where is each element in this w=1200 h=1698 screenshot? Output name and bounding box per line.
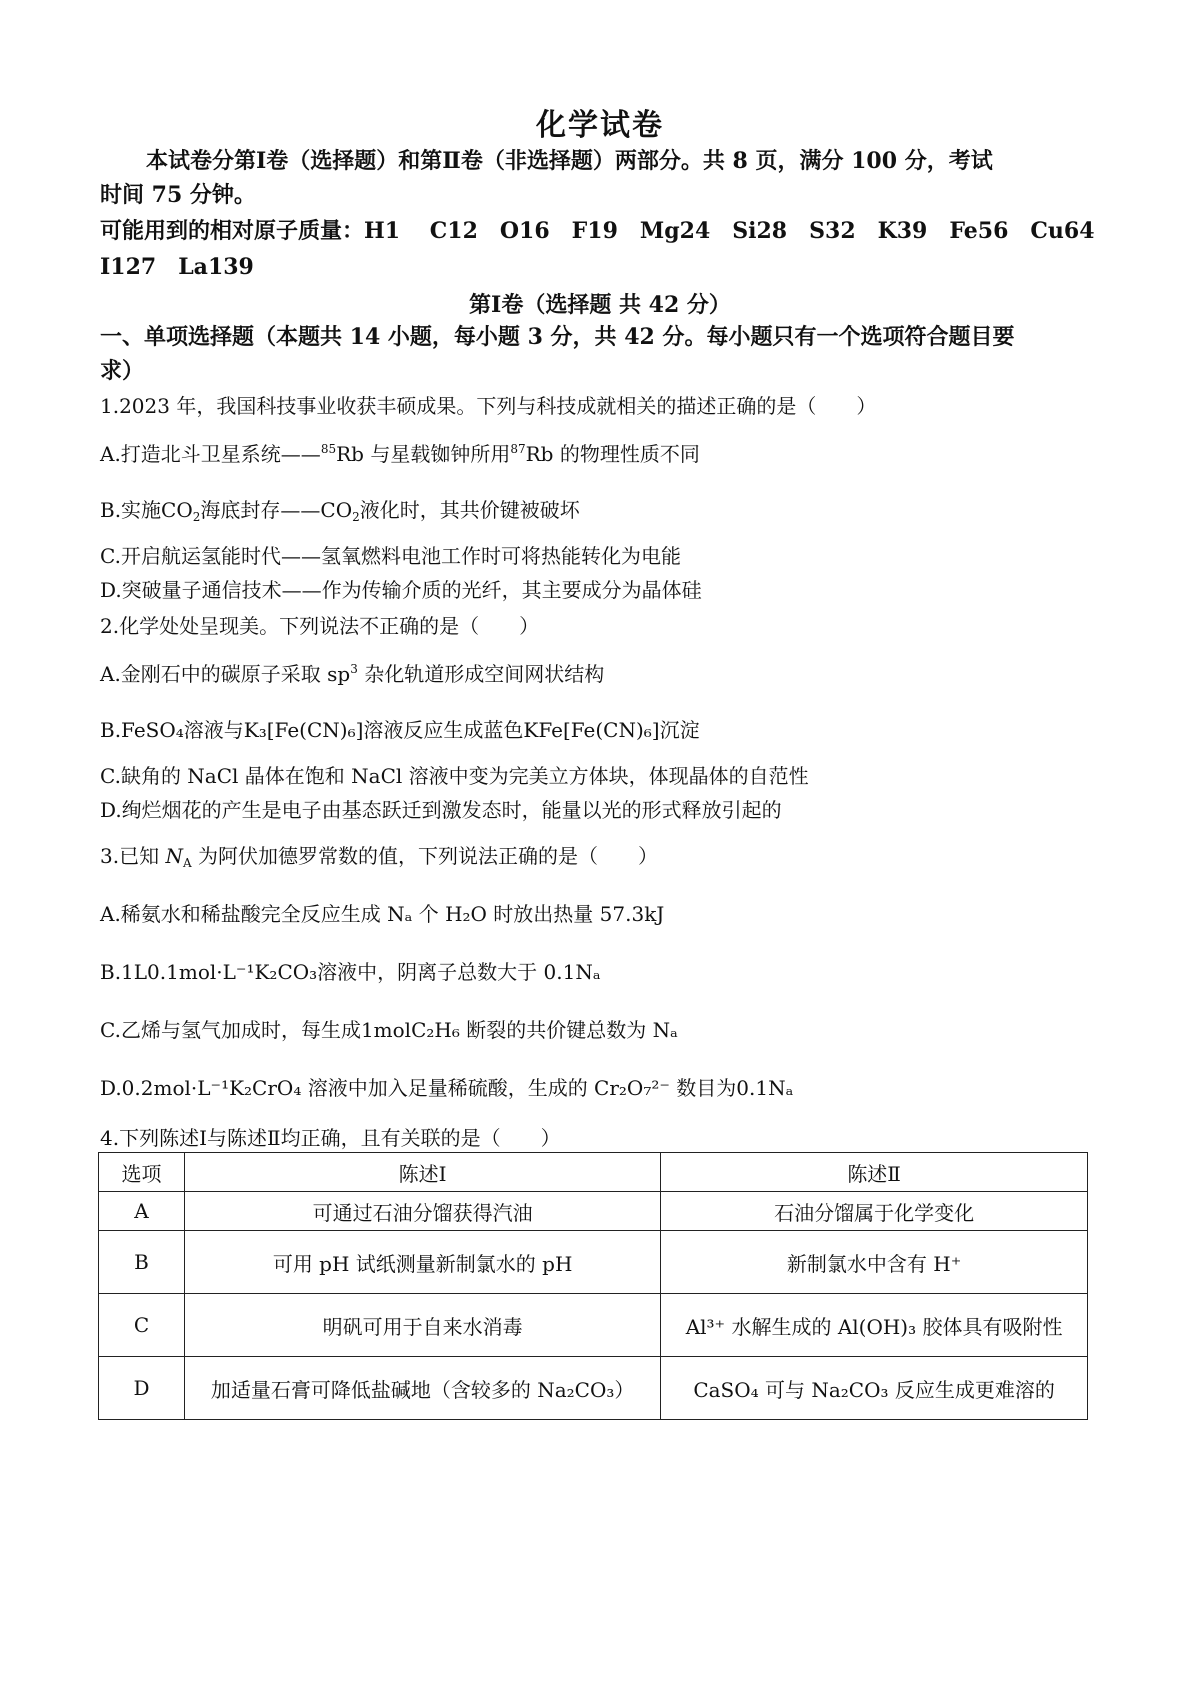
q1-a-mass-85: 85 [320, 442, 337, 456]
q2-option-b: B.FeSO₄溶液与K₃[Fe(CN)₆]溶液反应生成蓝色KFe[Fe(CN)₆]沉淀 [100, 718, 700, 742]
section1-heading-line-2: 求） [100, 358, 145, 384]
table-header-statement-1: 陈述Ⅰ [185, 1153, 661, 1192]
q2-a-text-2: 杂化轨道形成空间网状结构 [357, 662, 605, 686]
table-cell-option: A [99, 1192, 185, 1231]
atomic-masses-line-1 [100, 218, 1095, 244]
q4-statement-table [98, 1152, 1088, 1420]
q1-a-element-2: Rb [525, 442, 554, 466]
intro-line-2: 时间 75 分钟。 [100, 182, 256, 208]
q2-option-c: C.缺角的 NaCl 晶体在饱和 NaCl 溶液中变为完美立方体块，体现晶体的自范性 [100, 764, 809, 788]
table-cell-option: B [99, 1231, 185, 1294]
q3-option-c: C.乙烯与氢气加成时，每生成1molC₂H₆ 断裂的共价键总数为 Nₐ [100, 1018, 678, 1042]
q2-a-sup: 3 [350, 662, 358, 676]
q1-b-sub-1: 2 [192, 510, 201, 524]
table-cell-statement-1: 可通过石油分馏获得汽油 [185, 1192, 661, 1231]
table-header-statement-2: 陈述Ⅱ [661, 1153, 1088, 1192]
q1-option-d: D.突破量子通信技术——作为传输介质的光纤，其主要成分为晶体硅 [100, 578, 702, 602]
table-cell-statement-2: 石油分馏属于化学变化 [661, 1192, 1088, 1231]
table-row [99, 1231, 1088, 1294]
q2-option-d: D.绚烂烟花的产生是电子由基态跃迁到激发态时，能量以光的形式释放引起的 [100, 798, 782, 822]
section1-heading-line-1: 一、单项选择题（本题共 14 小题，每小题 3 分，共 42 分。每小题只有一个选项符合题目要 [100, 324, 1015, 350]
q1-b-text-1: B.实施CO [100, 498, 193, 522]
table-cell-option: C [99, 1294, 185, 1357]
table-cell-statement-2: 新制氯水中含有 H⁺ [661, 1231, 1088, 1294]
q1-option-c: C.开启航运氢能时代——氢氧燃料电池工作时可将热能转化为电能 [100, 544, 681, 568]
q1-b-text-2: 海底封存——CO [200, 498, 353, 522]
q2-stem: 2.化学处处呈现美。下列说法不正确的是（ ） [100, 614, 540, 638]
q1-option-b [100, 498, 580, 524]
atomic-masses-values-1: H1 C12 O16 F19 Mg24 Si28 S32 K39 Fe56 Cu64 [364, 218, 1095, 244]
table-cell-statement-2: Al³⁺ 水解生成的 Al(OH)₃ 胶体具有吸附性 [661, 1294, 1088, 1357]
table-cell-statement-2: CaSO₄ 可与 Na₂CO₃ 反应生成更难溶的 [661, 1357, 1088, 1420]
q1-option-a [100, 442, 700, 466]
q1-b-sub-2: 2 [352, 510, 360, 524]
atomic-masses-line-2: I127 La139 [100, 254, 254, 280]
q3-stem-na-sub: A [182, 856, 192, 870]
q2-option-a [100, 662, 604, 686]
q3-stem-na: N [165, 844, 183, 868]
table-row [99, 1192, 1088, 1231]
table-header-option: 选项 [99, 1153, 185, 1192]
intro-line-1: 本试卷分第Ⅰ卷（选择题）和第Ⅱ卷（非选择题）两部分。共 8 页，满分 100 分，考试 [146, 148, 993, 174]
q3-stem-text-1: 3.已知 [100, 844, 166, 868]
table-row [99, 1294, 1088, 1357]
q3-option-a: A.稀氨水和稀盐酸完全反应生成 Nₐ 个 H₂O 时放出热量 57.3kJ [100, 902, 665, 926]
table-cell-statement-1: 加适量石膏可降低盐碱地（含较多的 Na₂CO₃） [185, 1357, 661, 1420]
q1-a-text-2: 与星载铷钟所用 [363, 442, 511, 466]
table-header-row [99, 1153, 1088, 1192]
q1-a-text-3: 的物理性质不同 [553, 442, 700, 466]
q1-b-text-3: 液化时，其共价键被破坏 [359, 498, 580, 522]
table-cell-option: D [99, 1357, 185, 1420]
q2-a-text-1: A.金刚石中的碳原子采取 sp [100, 662, 351, 686]
table-cell-statement-1: 明矾可用于自来水消毒 [185, 1294, 661, 1357]
page-title: 化学试卷 [536, 108, 664, 143]
table-cell-statement-1: 可用 pH 试纸测量新制氯水的 pH [185, 1231, 661, 1294]
q1-a-mass-87: 87 [510, 442, 526, 456]
q3-option-d: D.0.2mol·L⁻¹K₂CrO₄ 溶液中加入足量稀硫酸，生成的 Cr₂O₇²⁻ 数目为0.1Nₐ [100, 1076, 794, 1100]
q1-a-text-1: A.打造北斗卫星系统—— [100, 442, 321, 466]
q1-a-element-1: Rb [336, 442, 364, 466]
q1-stem: 1.2023 年，我国科技事业收获丰硕成果。下列与科技成就相关的描述正确的是（ ） [100, 394, 877, 418]
atomic-masses-label: 可能用到的相对原子质量： [100, 218, 365, 244]
table-row [99, 1357, 1088, 1420]
q3-stem-text-2: 为阿伏加德罗常数的值，下列说法正确的是（ ） [191, 844, 658, 868]
q4-stem: 4.下列陈述Ⅰ与陈述Ⅱ均正确，且有关联的是（ ） [100, 1126, 561, 1150]
q3-stem [100, 844, 658, 870]
part1-title: 第Ⅰ卷（选择题 共 42 分） [469, 292, 731, 318]
q3-option-b: B.1L0.1mol·L⁻¹K₂CO₃溶液中，阴离子总数大于 0.1Nₐ [100, 960, 601, 984]
